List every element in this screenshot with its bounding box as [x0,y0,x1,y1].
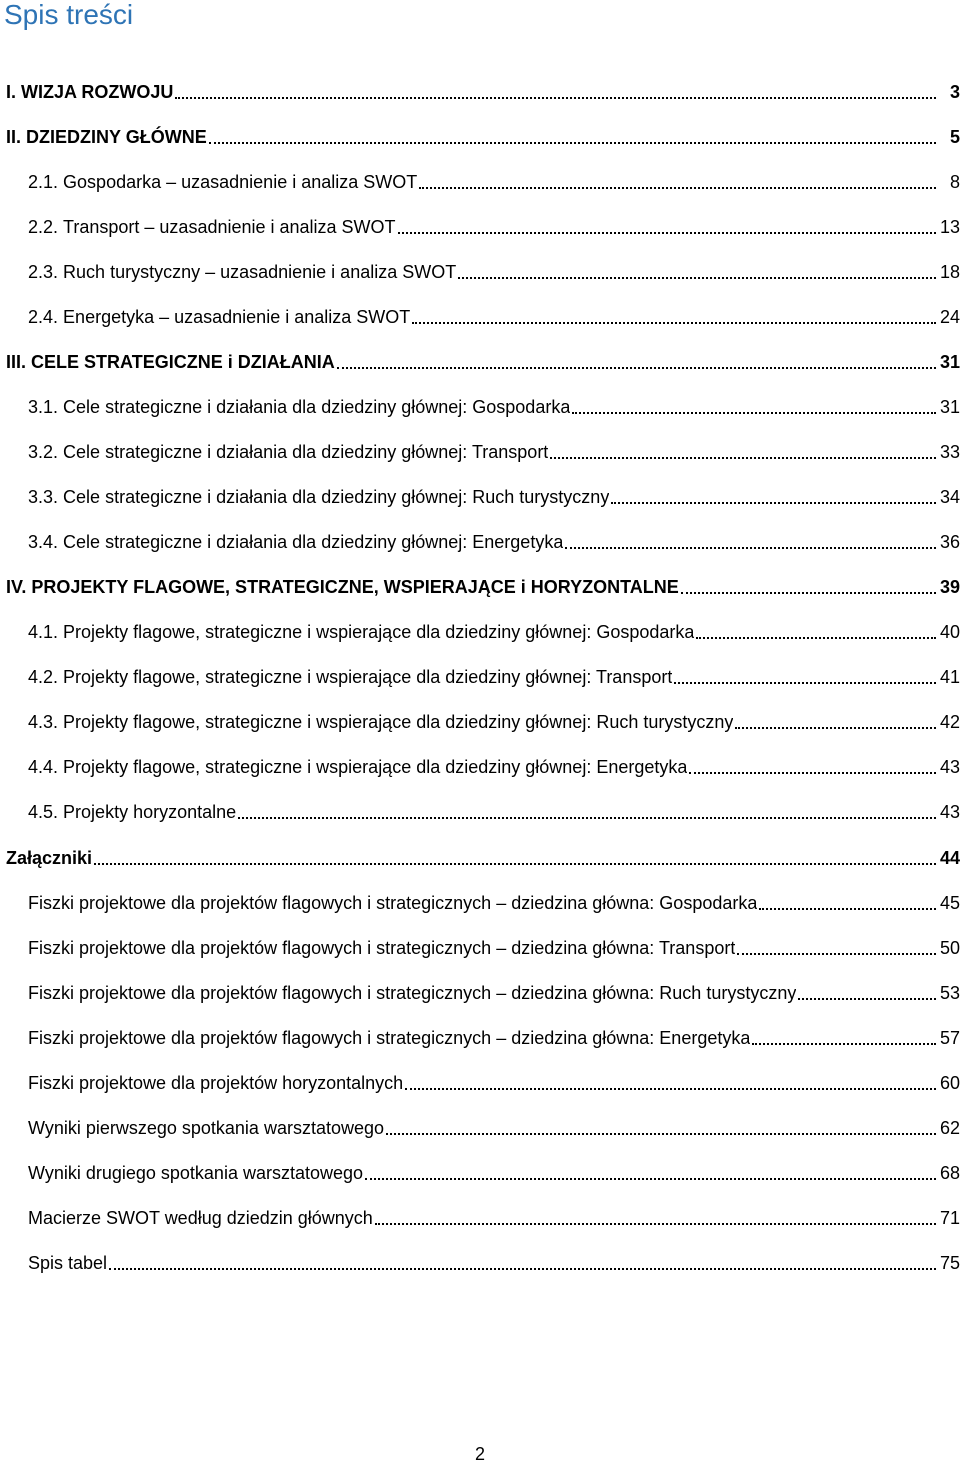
toc-entry-page: 62 [939,1118,960,1138]
toc-entry[interactable] [0,709,960,735]
toc-entry-page: 50 [939,938,960,958]
toc-entry-label: PROJEKTY FLAGOWE, STRATEGICZNE, WSPIERAJĄCE i HORYZONTALNE [31,577,679,597]
toc-entry[interactable] [0,1070,960,1096]
toc-entry-label: Fiszki projektowe dla projektów flagowych i strategicznych – dziedzina główna: Transport [28,938,736,958]
toc-entry-number: II. [6,127,22,147]
toc-entry-label: CELE STRATEGICZNE i DZIAŁANIA [31,352,335,372]
toc-entry-label: Ruch turystyczny – uzasadnienie i analiza SWOT [63,262,457,282]
toc-entry-page: 45 [939,893,960,913]
toc-leader-dots [94,863,936,865]
toc-leader-dots [109,1268,936,1270]
toc-entry-page: 8 [949,172,960,192]
toc-entry[interactable] [0,484,960,510]
toc-leader-dots [735,727,936,729]
toc-entry[interactable] [0,1115,960,1141]
toc-entry-page: 57 [939,1028,960,1048]
toc-leader-dots [365,1178,936,1180]
toc-entry-number: 3.3. [28,487,59,507]
toc-entry-number: 2.2. [28,217,59,237]
toc-entry[interactable] [0,890,960,916]
toc-entry-number: III. [6,352,27,372]
toc-entry-label: Projekty flagowe, strategiczne i wspierające dla dziedziny głównej: Transport [63,667,673,687]
toc-entry[interactable] [0,304,960,330]
toc-entry-page: 24 [939,307,960,327]
toc-entry-number: 3.1. [28,397,59,417]
toc-entry-page: 68 [939,1163,960,1183]
toc-entry-label: WIZJA ROZWOJU [21,82,174,102]
toc-entry-page: 13 [939,217,960,237]
page-title: Spis treści [4,0,134,30]
toc-entry[interactable] [0,169,960,195]
toc-leader-dots [689,772,936,774]
toc-entry[interactable] [0,394,960,420]
toc-entry-label: Cele strategiczne i działania dla dziedziny głównej: Ruch turystyczny [63,487,610,507]
toc-leader-dots [419,187,936,189]
toc-entry-page: 3 [949,82,960,102]
toc-entry[interactable] [0,574,960,600]
toc-entry-page: 43 [939,802,960,822]
toc-entry[interactable] [0,349,960,375]
toc-entry-page: 31 [939,352,960,372]
toc-entry-page: 34 [939,487,960,507]
toc-entry-label: Załączniki [6,848,93,868]
toc-leader-dots [458,277,936,279]
toc-entry-number: 4.1. [28,622,59,642]
toc-leader-dots [386,1133,936,1135]
toc-entry[interactable] [0,1025,960,1051]
toc-leader-dots [550,457,936,459]
toc-entry-page: 40 [939,622,960,642]
toc-entry[interactable] [0,935,960,961]
toc-leader-dots [752,1043,936,1045]
toc-entry-number: 3.2. [28,442,59,462]
toc-entry[interactable] [0,529,960,555]
toc-entry-label: Cele strategiczne i działania dla dziedziny głównej: Energetyka [63,532,564,552]
toc-entry[interactable] [0,619,960,645]
toc-entry-page: 71 [939,1208,960,1228]
toc-entry-number: 2.4. [28,307,59,327]
toc-entry[interactable] [0,79,960,105]
toc-entry-label: DZIEDZINY GŁÓWNE [26,127,207,147]
toc-entry-page: 43 [939,757,960,777]
toc-entry-number: 4.2. [28,667,59,687]
toc-entry-page: 31 [939,397,960,417]
toc-entry-label: Cele strategiczne i działania dla dziedziny głównej: Transport [63,442,549,462]
toc-leader-dots [209,142,936,144]
toc-entry-page: 18 [939,262,960,282]
toc-entry-label: Projekty flagowe, strategiczne i wspierające dla dziedziny głównej: Ruch turystyczny [63,712,734,732]
toc-entry[interactable] [0,664,960,690]
toc-leader-dots [375,1223,936,1225]
toc-entry-label: Wyniki drugiego spotkania warsztatowego [28,1163,364,1183]
toc-entry-label: Fiszki projektowe dla projektów flagowych i strategicznych – dziedzina główna: Gospodarka [28,893,758,913]
toc-entry[interactable] [0,1250,960,1276]
toc-entry-page: 33 [939,442,960,462]
toc-entry-number: I. [6,82,17,102]
toc-entry-number: IV. [6,577,27,597]
toc-entry-page: 75 [939,1253,960,1273]
toc-entry[interactable] [0,754,960,780]
toc-entry[interactable] [0,214,960,240]
toc-leader-dots [175,97,936,99]
toc-entry[interactable] [0,259,960,285]
toc-entry-label: Wyniki pierwszego spotkania warsztatowego [28,1118,385,1138]
toc-entry-page: 41 [939,667,960,687]
toc-entry-label: Fiszki projektowe dla projektów flagowych i strategicznych – dziedzina główna: Ruch turystyczny [28,983,797,1003]
toc-entry-page: 39 [939,577,960,597]
toc-leader-dots [572,412,936,414]
toc-entry-label: Transport – uzasadnienie i analiza SWOT [63,217,396,237]
toc-entry-number: 4.5. [28,802,59,822]
toc-leader-dots [759,908,936,910]
toc-leader-dots [412,322,936,324]
toc-leader-dots [674,682,936,684]
toc-entry-number: 2.3. [28,262,59,282]
toc-entry-page: 5 [949,127,960,147]
toc-entry-page: 60 [939,1073,960,1093]
toc-entry-label: Fiszki projektowe dla projektów horyzontalnych [28,1073,404,1093]
toc-entry-label: Gospodarka – uzasadnienie i analiza SWOT [63,172,418,192]
toc-entry[interactable] [0,845,960,871]
page-number: 2 [474,1444,485,1464]
toc-entry[interactable] [0,1205,960,1231]
toc-leader-dots [337,367,936,369]
toc-leader-dots [737,953,936,955]
toc-entry-page: 53 [939,983,960,1003]
toc-entry[interactable] [0,980,960,1006]
toc-entry-page: 44 [939,848,960,868]
toc-leader-dots [238,817,936,819]
toc-entry-number: 4.4. [28,757,59,777]
toc-entry-page: 36 [939,532,960,552]
toc-entry[interactable] [0,1160,960,1186]
toc-entry-label: Cele strategiczne i działania dla dziedziny głównej: Gospodarka [63,397,571,417]
toc-entry-page: 42 [939,712,960,732]
toc-leader-dots [405,1088,936,1090]
toc-entry[interactable] [0,799,960,825]
toc-entry-label: Spis tabel [28,1253,108,1273]
toc-entry-label: Energetyka – uzasadnienie i analiza SWOT [63,307,411,327]
toc-entry[interactable] [0,124,960,150]
toc-leader-dots [696,637,936,639]
toc-entry-label: Projekty horyzontalne [63,802,237,822]
toc-entry-number: 4.3. [28,712,59,732]
toc-leader-dots [611,502,936,504]
toc-entry-number: 2.1. [28,172,59,192]
toc-entry-label: Projekty flagowe, strategiczne i wspierające dla dziedziny głównej: Gospodarka [63,622,695,642]
toc-entry-label: Projekty flagowe, strategiczne i wspierające dla dziedziny głównej: Energetyka [63,757,688,777]
toc-entry[interactable] [0,439,960,465]
toc-leader-dots [681,592,936,594]
toc-leader-dots [798,998,936,1000]
toc-leader-dots [565,547,936,549]
toc-entry-label: Fiszki projektowe dla projektów flagowych i strategicznych – dziedzina główna: Energetyka [28,1028,751,1048]
toc-entry-label: Macierze SWOT według dziedzin głównych [28,1208,373,1228]
toc-entry-number: 3.4. [28,532,59,552]
toc-leader-dots [398,232,936,234]
